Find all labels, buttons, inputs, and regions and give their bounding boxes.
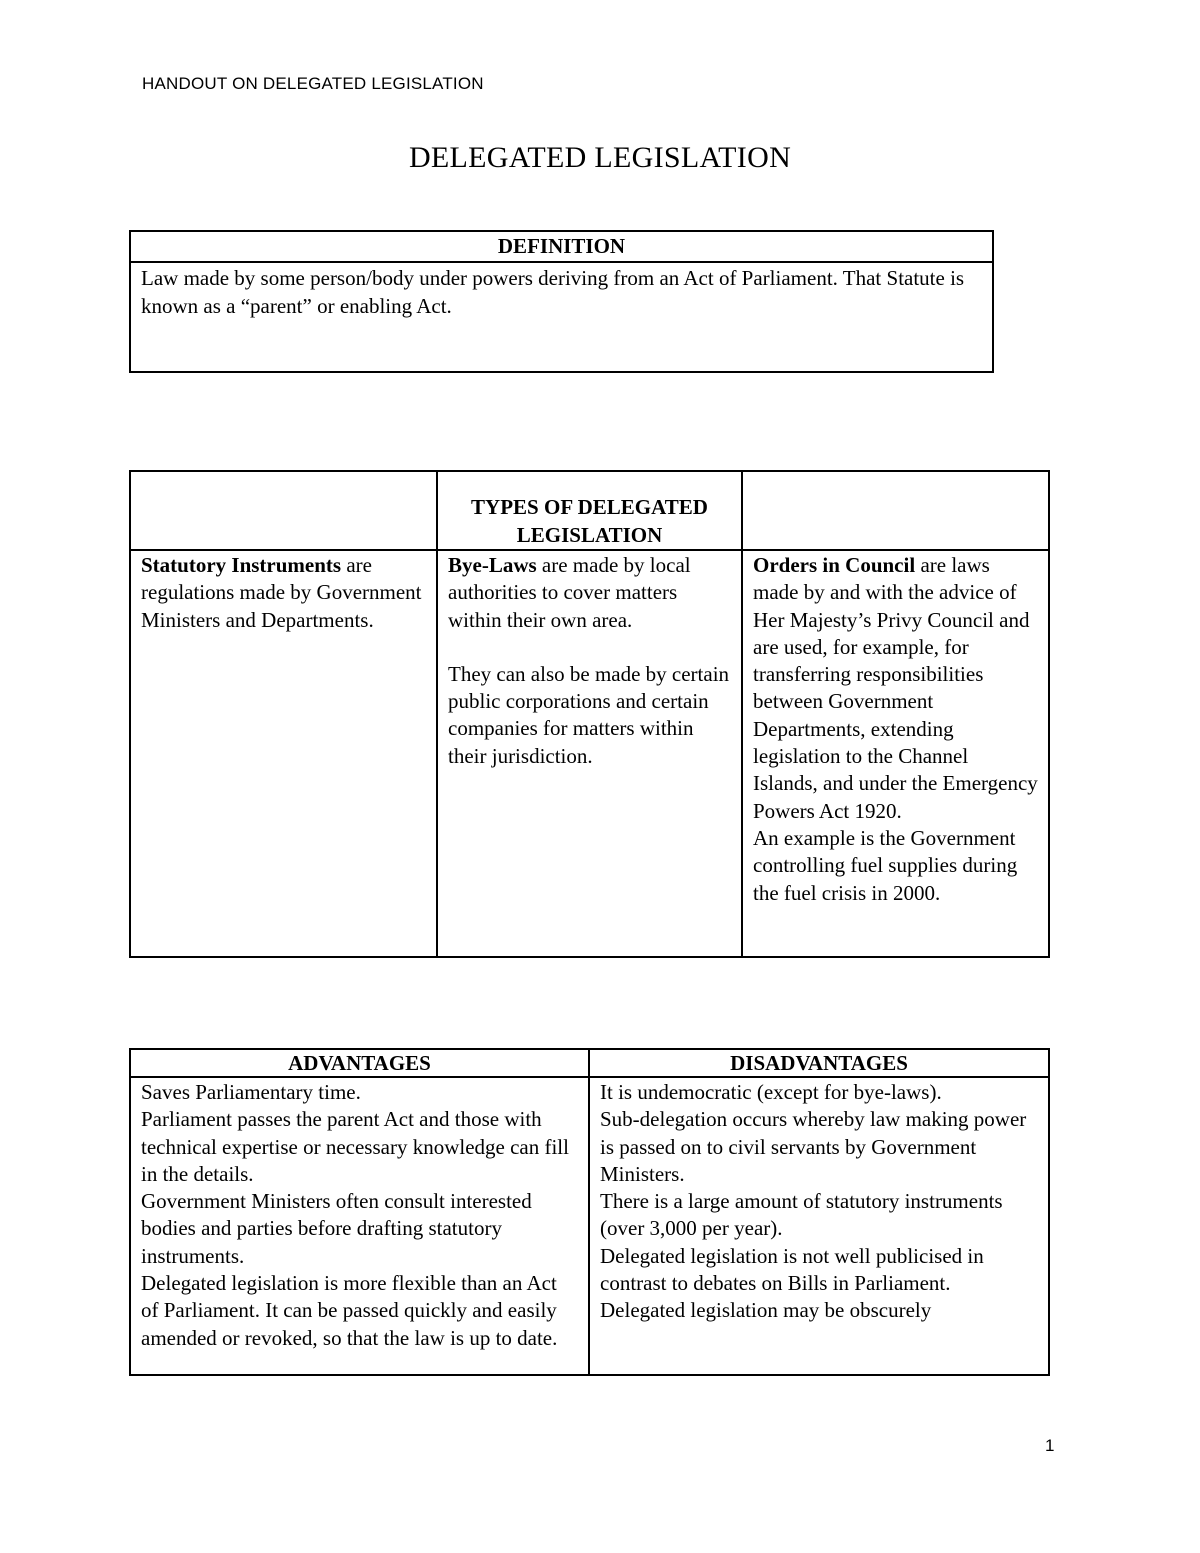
disadvantages-heading: DISADVANTAGES (589, 1049, 1049, 1077)
definition-box (129, 230, 994, 373)
type-bye-laws (437, 550, 742, 957)
types-table (129, 470, 1050, 958)
type-term: Statutory Instruments (141, 553, 342, 577)
type-orders-in-council (742, 550, 1049, 957)
type-description: are made by local authorities to cover matters within their own area. (448, 553, 691, 632)
disadvantage-item: There is a large amount of statutory instruments (over 3,000 per year). (600, 1189, 1003, 1241)
pros-cons-body-row (130, 1077, 1049, 1375)
disadvantage-item: It is undemocratic (except for bye-laws). (600, 1080, 942, 1104)
disadvantage-item: Sub-delegation occurs whereby law making power is passed on to civil servants by Government Ministers. (600, 1107, 1027, 1186)
document-title: DELEGATED LEGISLATION (408, 141, 792, 174)
types-heading: TYPES OF DELEGATED LEGISLATION (437, 471, 742, 550)
type-description-extra: They can also be made by certain public corporations and certain companies for matters within their jurisdiction. (448, 661, 730, 768)
advantage-item: Saves Parliamentary time. (141, 1080, 361, 1104)
page-number: 1 (1045, 1436, 1055, 1455)
type-description: are regulations made by Government Ministers and Departments. (141, 553, 422, 632)
advantages-heading: ADVANTAGES (130, 1049, 589, 1077)
advantage-item: Delegated legislation is more flexible than an Act of Parliament. It can be passed quickly and easily amended or revoked, so that the law is up to date. (141, 1271, 558, 1350)
advantages-list (130, 1077, 589, 1375)
types-header-row (130, 471, 1049, 550)
disadvantage-item: Delegated legislation may be obscurely (600, 1298, 932, 1323)
advantage-item: Parliament passes the parent Act and those with technical expertise or necessary knowledge can fill in the details. (141, 1107, 569, 1186)
definition-text: Law made by some person/body under powers deriving from an Act of Parliament. That Statute is known as a “parent” or enabling Act. (141, 266, 965, 318)
type-term: Orders in Council (753, 553, 916, 577)
pros-cons-header-row (130, 1049, 1049, 1077)
disadvantage-item: Delegated legislation is not well publicised in contrast to debates on Bills in Parliament. (600, 1243, 984, 1296)
disadvantages-list (589, 1077, 1049, 1375)
advantage-item: Government Ministers often consult interested bodies and parties before drafting statutory instruments. (141, 1189, 532, 1268)
type-statutory-instruments (130, 550, 437, 957)
type-example: An example is the Government controlling fuel supplies during the fuel crisis in 2000. (753, 825, 1018, 905)
type-description: are laws made by and with the advice of Her Majesty’s Privy Council and are used, for example, for transferring responsibilities between Government Departments, extending legislation to the Channel Islands, and under the Emergency Powers Act 1920. (753, 553, 1038, 823)
running-header: HANDOUT ON DELEGATED LEGISLATION (142, 74, 484, 93)
types-body-row (130, 550, 1049, 957)
definition-heading: DEFINITION (131, 232, 992, 263)
type-term: Bye-Laws (448, 553, 537, 577)
advantages-disadvantages-table (129, 1048, 1050, 1376)
types-header-empty-left (130, 471, 437, 550)
types-header-empty-right (742, 471, 1049, 550)
